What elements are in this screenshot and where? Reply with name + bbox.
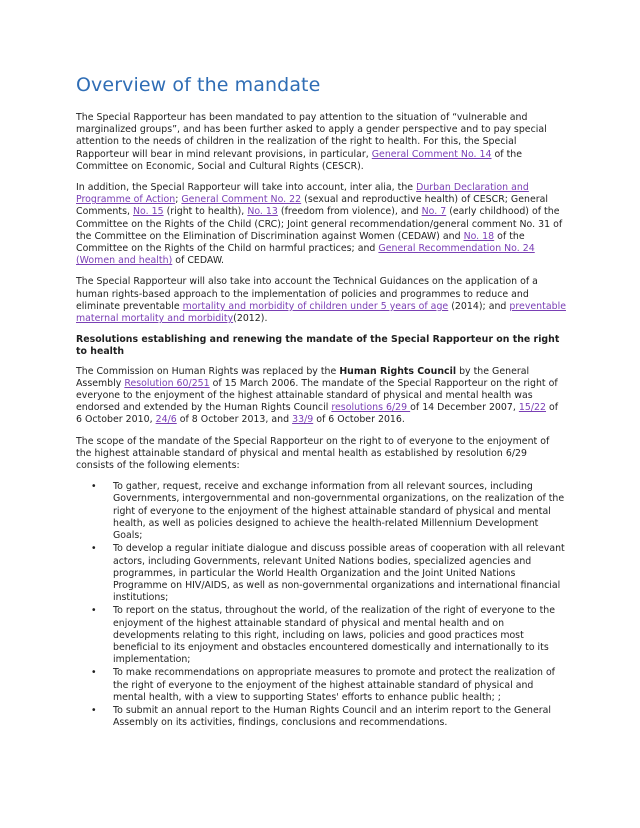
text: ; — [175, 194, 182, 206]
list-item-text: To report on the status, throughout the world, of the realization of the right of everyone to the enjoyment of the highest attainable standard of physical and mental health and on developments relating to this right, including on laws, policies and good practices most beneficial to its enjoyment and obstacles encountered domestically and internationally to its implementation; — [113, 605, 556, 666]
link-general-recommendation-24[interactable]: General Recommendation No. 24 (Women and health) — [76, 243, 535, 267]
bullet-icon: • — [91, 605, 97, 617]
list-item — [91, 667, 566, 704]
link-child-mortality[interactable]: mortality and morbidity of children under 5 years of age — [182, 300, 449, 312]
text: The Special Rapporteur has been mandated to pay attention to the situation of “vulnerable and marginalized groups”, and has been further asked to apply a gender perspective and to pay special attention to the needs of children in the realization of the right to health. For this, the Special Rapporteur will bear in mind relevant provisions, in particular, — [76, 112, 547, 160]
text: of 8 October 2013, and — [176, 414, 293, 426]
list-item — [91, 605, 566, 666]
text: of the Committee on Economic, Social and Cultural Rights (CESCR). — [76, 148, 523, 172]
bullet-icon: • — [91, 704, 97, 716]
link-no-18[interactable]: No. 18 — [463, 230, 495, 242]
text: (2014); and — [448, 300, 510, 312]
bold-text: Human Rights Council — [339, 365, 457, 377]
link-durban-declaration[interactable]: Durban Declaration and Programme of Action — [76, 182, 529, 206]
text: (right to health), — [163, 206, 248, 218]
link-maternal-mortality[interactable]: preventable maternal mortality and morbidity — [76, 300, 566, 325]
paragraph-additional-instruments — [76, 182, 566, 267]
page-title: Overview of the mandate — [76, 74, 321, 96]
link-general-comment-14[interactable]: General Comment No. 14 — [371, 148, 492, 160]
text: (2012). — [233, 313, 268, 325]
text: of 6 October 2016. — [313, 414, 405, 426]
paragraph-technical-guidances — [76, 276, 566, 325]
link-no-13[interactable]: No. 13 — [247, 206, 278, 218]
bullet-icon: • — [91, 481, 97, 493]
link-general-comment-22[interactable]: General Comment No. 22 — [181, 194, 302, 206]
bullet-icon: • — [91, 543, 97, 555]
list-item-text: To make recommendations on appropriate measures to promote and protect the realization of the right of everyone to the enjoyment of the highest attainable standard of physical and mental health, with a view to supporting States' efforts to enhance public health; ; — [113, 667, 555, 703]
text: by the General Assembly — [76, 365, 530, 389]
section-subheading: Resolutions establishing and renewing the mandate of the Special Rapporteur on the right to health — [76, 334, 560, 358]
paragraph-mandate-intro — [76, 112, 566, 173]
list-item — [91, 704, 566, 729]
list-item-text: To develop a regular initiate dialogue and discuss possible areas of cooperation with all relevant actors, including Governments, relevant United Nations bodies, specialized agencies and programmes, in particular the World Health Organization and the Joint United Nations Programme on HIV/AIDS, as well as non-governmental organizations and international financial institutions; — [113, 543, 565, 604]
text: The Special Rapporteur will also take into account the Technical Guidances on the application of a human rights-based approach to the implementation of policies and programmes to reduce and eliminate preventable — [76, 276, 538, 312]
link-resolution-33-9[interactable]: 33/9 — [292, 414, 314, 426]
document-page — [76, 74, 566, 730]
bullet-icon: • — [91, 667, 97, 679]
list-item-text: To submit an annual report to the Human Rights Council and an interim report to the General Assembly on its activities, findings, conclusions and recommendations. — [113, 704, 551, 729]
link-resolution-60-251[interactable]: Resolution 60/251 — [124, 377, 210, 389]
text: of 14 December 2007, — [410, 402, 519, 414]
link-resolution-15-22[interactable]: 15/22 — [518, 402, 547, 414]
text: (freedom from violence), and — [277, 206, 422, 218]
text: (early childhood) of the Committee on the Rights of the Child (CRC); Joint general recommendation/general comment No. 31 of the Committee on the Elimination of Discrimination against Women (CEDAW) and — [76, 206, 563, 242]
text: (sexual and reproductive health) of CESCR; General Comments, — [76, 194, 549, 218]
list-item-text: To gather, request, receive and exchange information from all relevant sources, including Governments, intergovernmental and non-governmental organizations, on the realization of the right of everyone to the enjoyment of the highest attainable standard of physical and mental health, as well as policies designed to achieve the health-related Millennium Development Goals; — [113, 481, 565, 542]
mandate-elements-list — [76, 481, 566, 729]
text: of CEDAW. — [172, 255, 225, 267]
text: of 6 October 2010, — [76, 402, 559, 426]
list-item — [91, 543, 566, 604]
list-item — [91, 481, 566, 542]
link-resolution-24-6[interactable]: 24/6 — [155, 414, 177, 426]
paragraph-resolutions — [76, 366, 566, 427]
text: The Commission on Human Rights was replaced by the — [76, 365, 340, 377]
text: In addition, the Special Rapporteur will take into account, inter alia, the — [76, 182, 417, 194]
text: of 15 March 2006. The mandate of the Special Rapporteur on the right of everyone to the enjoyment of the highest attainable standard of physical and mental health was endorsed and extended by the Human Rights Council — [76, 377, 558, 414]
text: of the Committee on the Rights of the Child on harmful practices; and — [76, 230, 525, 255]
paragraph-scope: The scope of the mandate of the Special Rapporteur on the right to of everyone to the enjoyment of the highest attainable standard of physical and mental health as established by resolution 6/29 consists of the following elements: — [76, 435, 550, 472]
link-no-7[interactable]: No. 7 — [421, 206, 447, 218]
link-no-15[interactable]: No. 15 — [132, 206, 164, 218]
link-resolution-6-29[interactable]: resolutions 6/29 — [331, 402, 411, 414]
